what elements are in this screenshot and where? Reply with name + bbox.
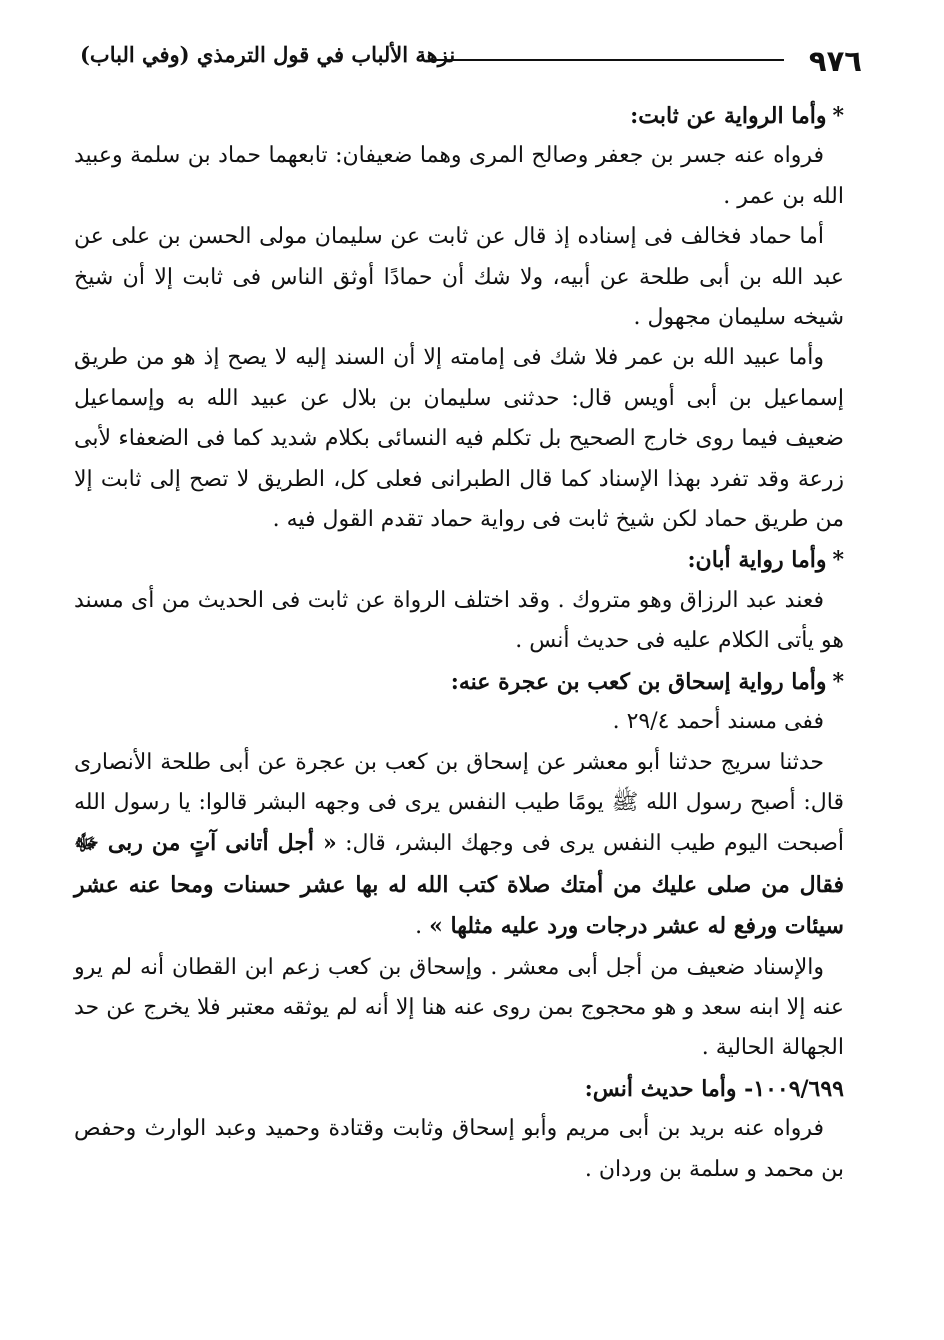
heading-text: وأما رواية إسحاق بن كعب بن عجرة عنه: xyxy=(450,668,827,695)
paragraph-3: وأما عبيد الله بن عمر فلا شك فى إمامته إلا أن السند إليه لا يصح إذ هو من طريق إسماعيل بن أبى أويس قال: حدثنى سليمان بن بلال عن عبيد الله به وإسماعيل ضعيف فيما روى خارج الصحيح بل تكلم فيه النسائى بكلام شديد كما فى الضعفاء لأبى زرعة وقد تفرد بهذا الإسناد كما قال الطبرانى فعلى كل، الطريق لا تصح إلى ثابت إلا من طريق حماد لكن شيخ ثابت فى رواية حماد تقدم القول فيه . xyxy=(74,345,844,533)
section-heading-aban xyxy=(74,540,844,580)
heading-text: وأما رواية أبان: xyxy=(687,547,827,574)
heading-text: وأما الرواية عن ثابت: xyxy=(630,103,827,129)
paragraph-7: والإسناد ضعيف من أجل أبى معشر . وإسحاق بن كعب زعم ابن القطان أنه لم يرو عنه إلا ابنه سعد و هو محجوج بمن روى عنه هنا إلا أنه لم يوثقه معتبر فلا يخرج عن حد الجهالة الحالية . xyxy=(74,954,844,1061)
section-heading-ishaq xyxy=(74,662,844,702)
running-title: نزهة الألباب في قول الترمذي (وفي الباب) xyxy=(80,42,456,67)
asterisk-icon: * xyxy=(832,547,844,574)
asterisk-icon: * xyxy=(832,103,844,129)
paragraph-4: فعند عبد الرزاق وهو متروك . وقد اختلف الرواة عن ثابت فى الحديث من أى مسند هو يأتى الكلام عليه فى حديث أنس . xyxy=(74,587,844,654)
paragraph-5: ففى مسند أحمد ٢٩/٤ . xyxy=(612,709,824,735)
section-heading-thabit xyxy=(74,96,844,136)
paragraph-2: أما حماد فخالف فى إسناده إذ قال عن ثابت عن سليمان مولى الحسن بن على عن عبد الله بن أبى طلحة عن أبيه، ولا شك أن حمادًا أوثق الناس فى ثابت إلا أن شيخ شيخه سليمان مجهول . xyxy=(74,224,844,331)
page-number: ٩٧٦ xyxy=(808,44,862,78)
page-header xyxy=(80,38,870,78)
header-rule xyxy=(430,59,784,61)
paragraph-1: فرواه عنه جسر بن جعفر وصالح المرى وهما ضعيفان: تابعهما حماد بن سلمة وعبيد الله بن عمر . xyxy=(74,143,844,209)
hadith-end: . xyxy=(415,914,430,940)
paragraph-6 xyxy=(74,743,844,948)
section-heading-anas: ١٠٠٩/٦٩٩- وأما حديث أنس: xyxy=(584,1075,844,1102)
asterisk-icon: * xyxy=(832,668,844,695)
paragraph-8: فرواه عنه بريد بن أبى مريم وأبو إسحاق وثابت وقتادة وحميد وعبد الوارث وحفص بن محمد و سلمة بن وردان . xyxy=(74,1116,844,1182)
hadith-chain: حدثنا سريج حدثنا أبو معشر عن إسحاق بن كعب بن عجرة عن أبى طلحة الأنصارى قال: أصبح رسول الله ﷺ يومًا طيب النفس يرى فى وجهه البشر قالوا: يا رسول الله أصبحت اليوم طيب النفس يرى فى وجهك البشر، قال: xyxy=(74,749,844,857)
hadith-text: « أجل أتانى آتٍ من ربى ﷻ فقال من صلى عليك من أمتك صلاة كتب الله له بها عشر حسنات ومحا عنه عشر سيئات ورفع له عشر درجات ورد عليه مثلها » xyxy=(74,830,844,940)
page-body xyxy=(74,96,844,1190)
